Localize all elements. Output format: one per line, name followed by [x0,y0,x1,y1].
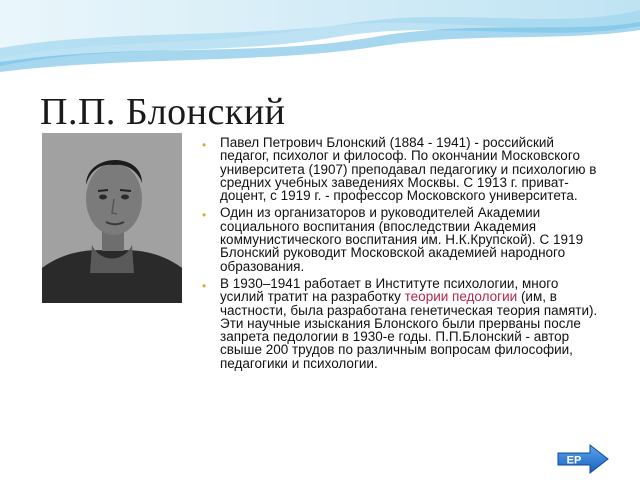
right-arrow-icon [558,445,608,473]
slide-title: П.П. Блонский [40,91,286,133]
bullet-text [220,277,602,370]
bullet-text-start: В 1930–1941 работает в Институте психологии, много усилий тратит на разработку [220,275,559,305]
bullet-item [202,206,602,272]
bullet-text: Один из организаторов и руководителей Академии социального воспитания (впоследствии Академия коммунистического воспитания им. Н.К.Крупской). С 1919 Блонский руководит Московской академией народного образования. [220,205,584,274]
header-waves [0,0,640,100]
bullet-text: Павел Петрович Блонский (1884 - 1941) - российский педагог, психолог и философ. По окончании Московского университета (1907) преподавал педагогику и психологию в средних учебных заведениях Москвы. С 1913 г. приват-доцент, с 1919 г. - профессор Московского университета. [220,135,597,204]
bullet-item [202,136,602,202]
pedology-link[interactable]: теории педологии [404,289,518,305]
bullet-text-end: (им, в частности, была разработана генетическая теория памяти). Эти научные изыскания Блонского были прерваны после запрета педологии в 1930-е годы. П.П.Блонский - автор свыше 200 трудов по различным вопросам философии, педагогики и психологии. [220,289,598,371]
next-slide-button[interactable] [556,443,610,475]
bullet-icon: • [202,208,207,223]
bullet-item [202,277,602,370]
bullet-list [202,136,602,374]
bullet-icon: • [202,138,207,152]
nav-label: ЕР [566,454,582,467]
bullet-icon: • [202,278,207,293]
portrait-photo [42,133,182,303]
